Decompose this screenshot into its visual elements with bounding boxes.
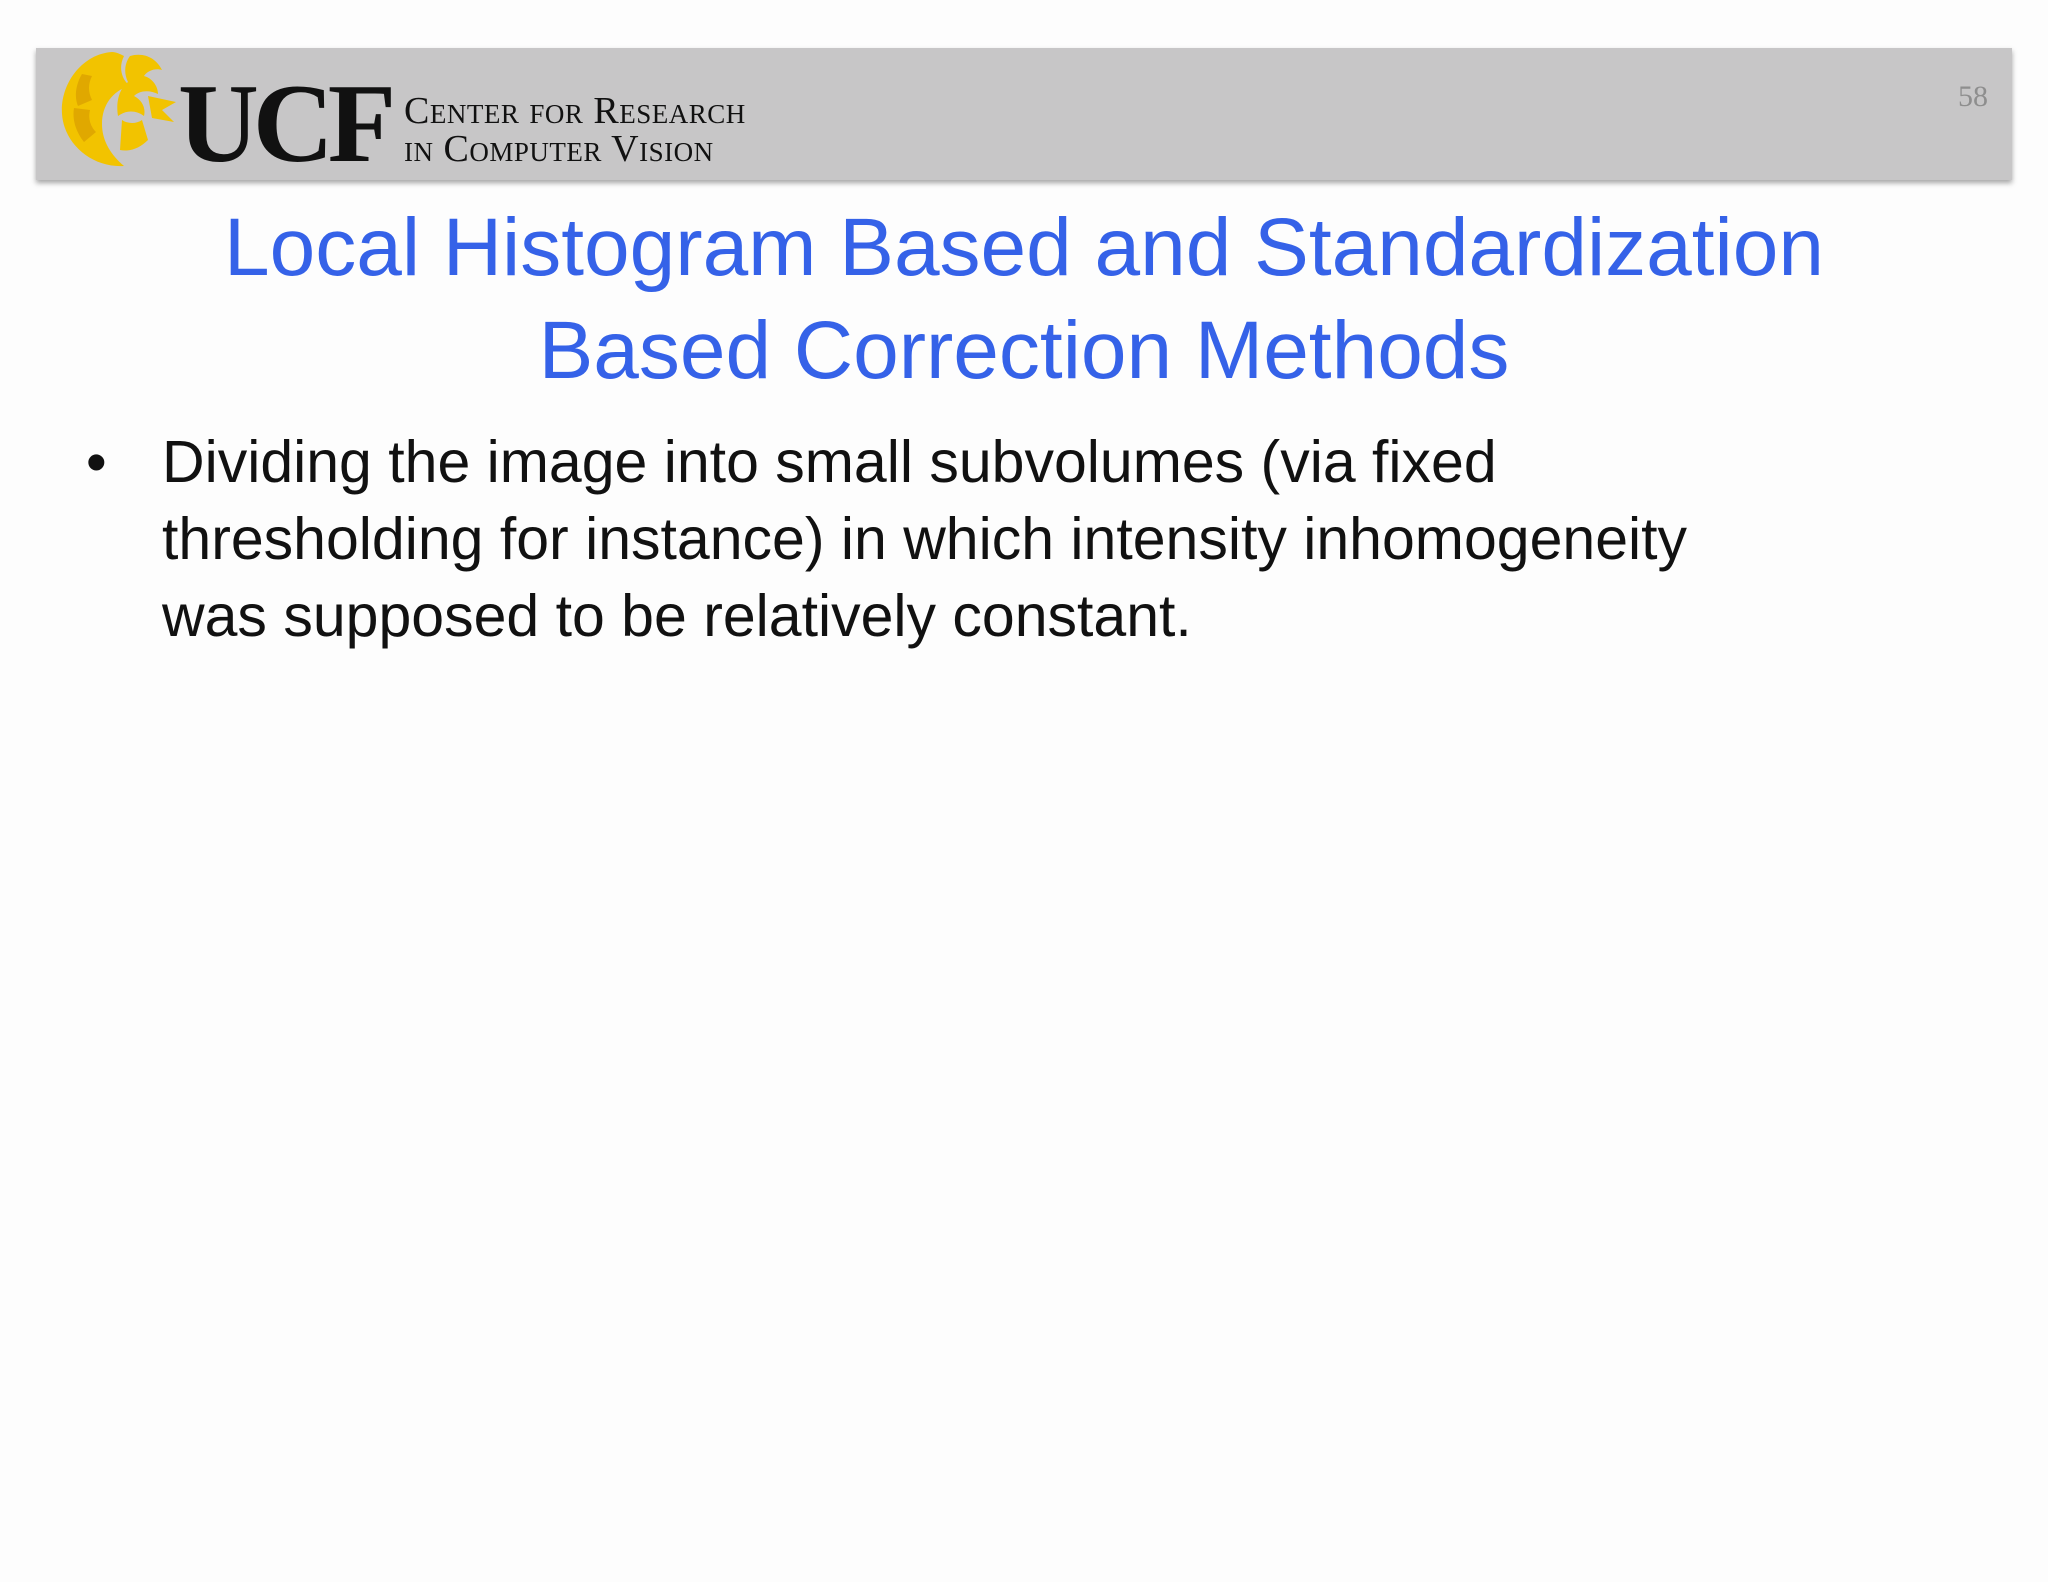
center-name-line-1: Center for Research (404, 90, 746, 132)
bullet-text-line-3: was supposed to be relatively constant. (162, 583, 1192, 649)
slide-title-line-2: Based Correction Methods (538, 305, 1510, 396)
ucf-wordmark: UCF (178, 62, 391, 186)
bullet-marker: • (86, 429, 107, 495)
pegasus-logo-icon (52, 44, 182, 174)
slide-title-line-1: Local Histogram Based and Standardization (224, 202, 1824, 293)
center-name-line-2: in Computer Vision (404, 128, 714, 170)
bullet-text (162, 424, 1984, 655)
bullet-list (84, 424, 1984, 655)
center-name (404, 92, 746, 168)
bullet-text-line-1: Dividing the image into small subvolumes (via fixed (162, 429, 1497, 495)
bullet-text-line-2: thresholding for instance) in which intensity inhomogeneity (162, 506, 1688, 572)
slide-number: 58 (1958, 80, 1988, 113)
bullet-item (84, 424, 1984, 655)
slide-title (0, 196, 2048, 402)
